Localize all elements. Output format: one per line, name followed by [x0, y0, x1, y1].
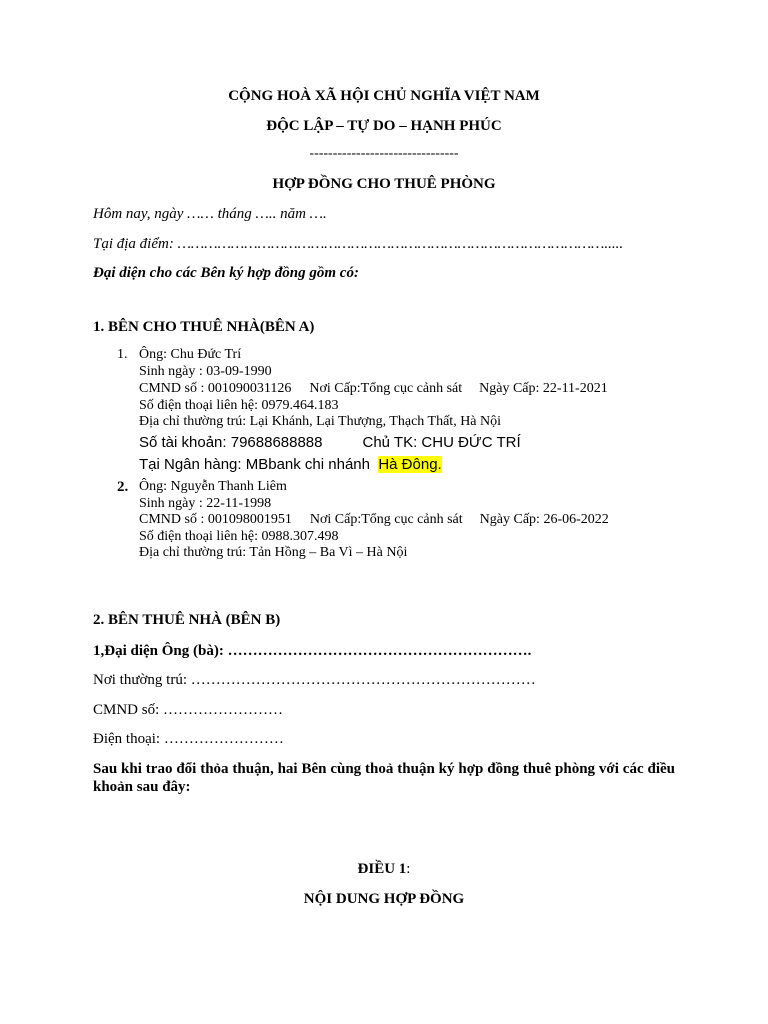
person1-issuer: Nơi Cấp:Tổng cục cảnh sát	[309, 381, 463, 396]
article1-title: NỘI DUNG HỢP ĐỒNG	[303, 891, 465, 907]
representatives-heading: Đại diện cho các Bên ký hợp đồng gồm có:	[93, 265, 359, 281]
person1-bank	[139, 456, 442, 473]
party-b-id: CMND số: ……………………	[93, 702, 284, 718]
article1-heading	[0, 861, 768, 878]
person2-number: 2.	[117, 479, 129, 495]
person1-dob: Sinh ngày : 03-09-1990	[139, 364, 272, 379]
person1-id	[139, 381, 608, 397]
person1-bank-branch: Hà Đông.	[378, 456, 442, 473]
person2-phone: Số điện thoại liên hệ: 0988.307.498	[139, 529, 339, 544]
article1-colon: :	[406, 861, 411, 877]
person1-account-number: Số tài khoản: 79688688888	[139, 434, 323, 451]
agreement-paragraph: Sau khi trao đổi thỏa thuận, hai Bên cùng thoả thuận ký hợp đồng thuê phòng với các điều khoản sau đây:	[93, 761, 675, 795]
person1-account	[139, 434, 521, 451]
person2-address: Địa chỉ thường trú: Tản Hồng – Ba Vì – Hà Nội	[139, 545, 408, 560]
party-b-heading: 2. BÊN THUÊ NHÀ (BÊN B)	[93, 612, 281, 628]
date-line: Hôm nay, ngày …… tháng ….. năm ….	[93, 206, 327, 222]
separator: --------------------------------	[309, 146, 459, 161]
person1-bank-prefix: Tại Ngân hàng: MBbank chi nhánh	[139, 456, 370, 473]
person1-address: Địa chỉ thường trú: Lại Khánh, Lại Thượng, Thạch Thất, Hà Nội	[139, 414, 502, 429]
contract-title: HỢP ĐỒNG CHO THUÊ PHÒNG	[272, 176, 496, 192]
person1-issue-date: Ngày Cấp: 22-11-2021	[479, 381, 608, 396]
person2-dob: Sinh ngày : 22-11-1998	[139, 496, 272, 511]
person1-id-number: CMND số : 001090031126	[139, 381, 292, 396]
person2-issue-date: Ngày Cấp: 26-06-2022	[479, 512, 609, 527]
person2-id	[139, 512, 609, 528]
party-b-phone: Điện thoại: ……………………	[93, 731, 284, 747]
party-b-representative: 1,Đại diện Ông (bà): …………………………………………………….	[93, 643, 532, 659]
motto: ĐỘC LẬP – TỰ DO – HẠNH PHÚC	[266, 118, 502, 134]
person2-name: Ông: Nguyễn Thanh Liêm	[139, 479, 287, 494]
article1-label: ĐIỀU 1	[357, 861, 407, 877]
person2-issuer: Nơi Cấp:Tổng cục cảnh sát	[309, 512, 463, 527]
person1-number: 1.	[117, 347, 128, 362]
party-a-heading: 1. BÊN CHO THUÊ NHÀ(BÊN A)	[93, 319, 315, 335]
person1-account-holder: Chủ TK: CHU ĐỨC TRÍ	[362, 434, 521, 451]
party-b-residence: Nơi thường trú: ……………………………………………………………	[93, 672, 536, 688]
person2-id-number: CMND số : 001098001951	[139, 512, 292, 527]
place-line: Tại địa điểm: …………………………………………………………………………………….....	[93, 236, 624, 252]
person1-phone: Số điện thoại liên hệ: 0979.464.183	[139, 398, 339, 413]
person1-name: Ông: Chu Đức Trí	[139, 347, 242, 362]
nation-title: CỘNG HOÀ XÃ HỘI CHỦ NGHĨA VIỆT NAM	[228, 88, 540, 104]
